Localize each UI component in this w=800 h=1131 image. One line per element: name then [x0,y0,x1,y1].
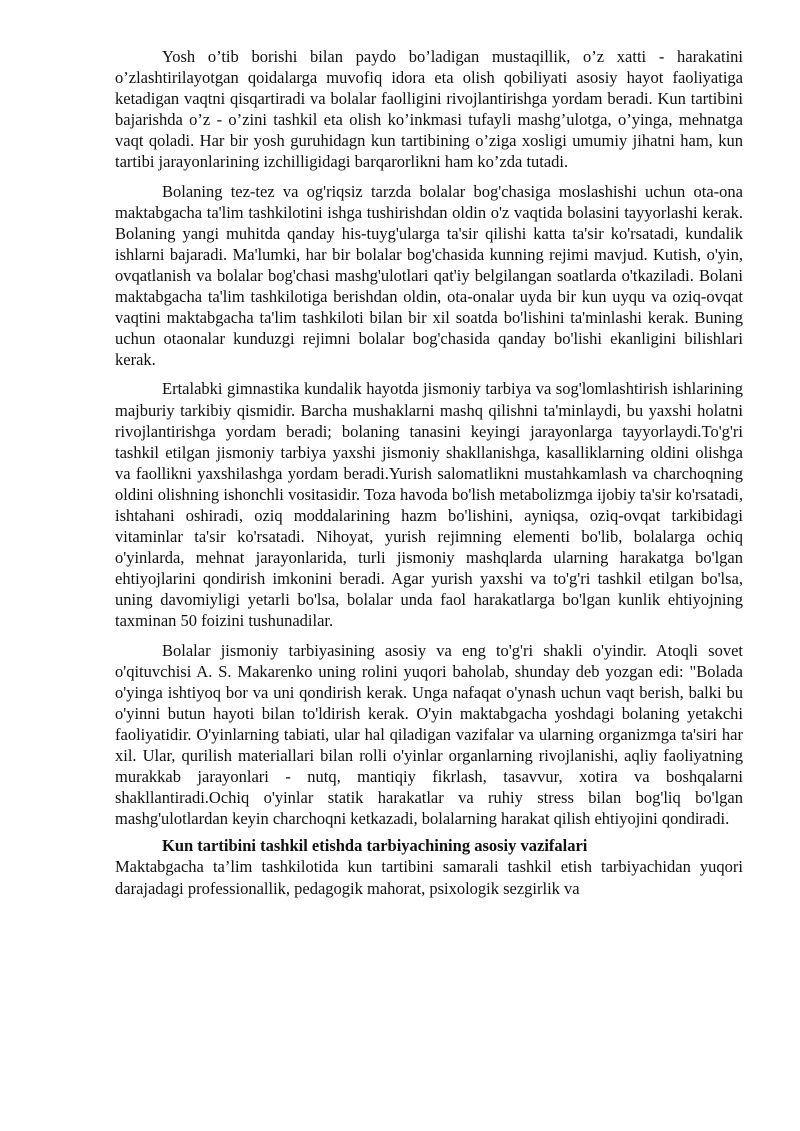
paragraph-independence: Yosh o’tib borishi bilan paydo bo’ladigan mustaqillik, o’z xatti - harakatini o’zlashtirilayotgan qoidalarga muvofiq idora eta olish qobiliyati asosiy hayot faoliyatiga ketadigan vaqtni qisqartiradi va bolalar faolligini rivojlantirishga yordam beradi. Kun tartibini bajarishda o’z - o’zini tashkil eta olish ko’inkmasi tufayli mashg’ulotga, o’yinga, mehnatga vaqt qoladi. Har bir yosh guruhidagn kun tartibining o’ziga xosligi umumiy jihatni ham, kun tartibi jarayonlarining izchilligidagi barqarorlikni ham ko’zda tutadi. [115,47,743,172]
section-heading: Kun tartibini tashkil etishda tarbiyachining asosiy vazifalari [162,836,588,856]
section-text: Maktabgacha ta’lim tashkilotida kun tartibini samarali tashkil etish tarbiyachidan yuqori darajadagi professionallik, pedagogik mahorat, psixologik sezgirlik va [115,857,743,898]
paragraph-kindergarten-adaptation: Bolaning tez-tez va og'riqsiz tarzda bolalar bog'chasiga moslashishi uchun ota-ona maktabgacha ta'lim tashkilotini ishga tushirishdan oldin o'z vaqtida bolasini tayyorlashi kerak. Bolaning yangi muhitda qanday his-tuyg'ularga ta'sir qilishi katta ta'sir ko'rsatadi, kundalik ishlarni bajaradi. Ma'lumki, har bir bolalar bog'chasida kunning rejimi mavjud. Kutish, o'yin, ovqatlanish va bolalar bog'chasi mashg'ulotlari qat'iy belgilangan soatlarda o'tkaziladi. Bolani maktabgacha ta'lim tashkilotiga berishdan oldin, ota-onalar uyda bir kun uyqu va oziq-ovqat vaqtini maktabgacha ta'lim tashkiloti bilan bir xil soatda bo'lishini ta'minlashi kerak. Buning uchun otaonalar kunduzgi rejimni bolalar bog'chasida qanday bo'lishi ekanligini bilishlari kerak. [115,181,743,370]
document-page [115,46,743,907]
paragraph-morning-gymnastics: Ertalabki gimnastika kundalik hayotda jismoniy tarbiya va sog'lomlashtirish ishlarining majburiy tarkibiy qismidir. Barcha mushaklarni mashq qilishni ta'minlaydi, bu yaxshi holatni rivojlantirishga yordam beradi; bolaning tanasini keyingi jarayonlarga tayyorlaydi.To'g'ri tashkil etilgan jismoniy tarbiya yaxshi jismoniy shakllanishga, kasalliklarning oldini olishga va faollikni yaxshilashga yordam beradi.Yurish salomatlikni mustahkamlash va charchoqning oldini olishning ishonchli vositasidir. Toza havoda bo'lish metabolizmga ijobiy ta'sir ko'rsatadi, ishtahani oshiradi, oziq moddalarining hazm bo'lishini, ayniqsa, oziq-ovqat tarkibidagi vitaminlar ta'sir ko'rsatadi. Nihoyat, yurish rejimning elementi bo'lib, bolalarga ochiq o'yinlarda, mehnat jarayonlarida, turli jismoniy mashqlarda ularning harakatga bo'lgan ehtiyojlarini qondirish imkonini beradi. Agar yurish yaxshi va to'g'ri tashkil etilgan bo'lsa, uning davomiyligi yetarli bo'lsa, bolalar unda faol harakatlarga bo'lgan kunlik ehtiyojning taxminan 50 foizini tushunadilar. [115,379,743,631]
paragraph-play: Bolalar jismoniy tarbiyasining asosiy va eng to'g'ri shakli o'yindir. Atoqli sovet o'qituvchisi A. S. Makarenko uning rolini yuqori baholab, shunday deb yozgan edi: "Bolada o'yinga ishtiyoq bor va uni qondirish kerak. Unga nafaqat o'ynash uchun vaqt berish, balki bu o'yinni butun hayoti bilan to'ldirish kerak. O'yin maktabgacha yoshdagi bolaning yetakchi faoliyatidir. O'yinlarning tabiati, ular hal qiladigan vazifalar va ularning organizmga ta'siri har xil. Ular, qurilish materiallari bilan rolli o'yinlar organlarning rivojlanishi, aqliy faoliyatning murakkab jarayonlari - nutq, mantiqiy fikrlash, tasavvur, xotira va boshqalarni shakllantiradi.Ochiq o'yinlar statik harakatlar va ruhiy stress bilan bog'liq bo'lgan mashg'ulotlardan keyin charchoqni ketkazadi, bolalarning harakat qilish ehtiyojini qondiradi. [115,640,743,829]
section-paragraph [115,835,743,898]
